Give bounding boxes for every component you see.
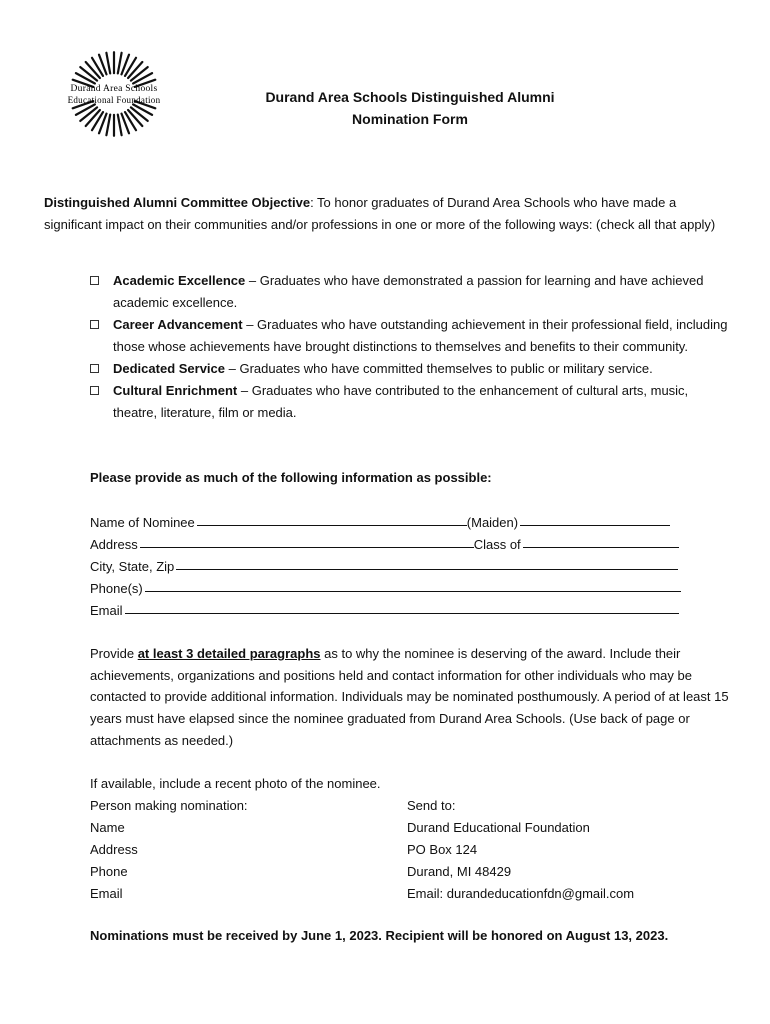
category-cultural-enrichment [90, 380, 730, 424]
checkbox-cultural-enrichment[interactable] [90, 386, 99, 395]
nominator-email-label: Email [90, 886, 123, 901]
send-to-heading: Send to: [407, 798, 456, 813]
city-state-zip-field[interactable] [176, 568, 678, 570]
category-title: Academic Excellence [113, 273, 246, 288]
logo-text-line2: Educational Foundation [67, 95, 161, 105]
phone-field[interactable] [145, 590, 681, 592]
send-to-org: Durand Educational Foundation [407, 820, 590, 835]
address-field[interactable] [140, 546, 474, 548]
nominee-name-field[interactable] [197, 524, 467, 526]
maiden-name-field[interactable] [520, 524, 670, 526]
category-desc: – Graduates who have contributed to the enhancement of cultural arts, music, theatre, literature, film or media. [113, 383, 689, 420]
nominator-phone-label: Phone [90, 864, 128, 879]
city-row [90, 554, 678, 574]
send-to-po-box: PO Box 124 [407, 842, 478, 857]
nominee-name-row [90, 510, 670, 530]
photo-note: If available, include a recent photo of the nominee. [90, 776, 381, 791]
category-academic-excellence [90, 270, 730, 314]
checkbox-career-advancement[interactable] [90, 320, 99, 329]
email-label: Email [90, 603, 123, 618]
maiden-label: (Maiden) [466, 515, 519, 530]
address-label: Address [90, 537, 138, 552]
objective-text: : To honor graduates of Durand Area Schools who have made a significant impact on their communities and/or professions in one or more of the following ways: (check all that apply) [44, 195, 716, 232]
category-desc: – Graduates who have outstanding achievement in their professional field, including those whose achievements have brought distinctions to themselves and benefits to their community. [113, 317, 728, 354]
category-desc: – Graduates who have committed themselves to public or military service. [225, 361, 653, 376]
foundation-logo [44, 44, 184, 144]
category-title: Career Advancement [113, 317, 243, 332]
provide-emphasis: at least 3 detailed paragraphs [137, 646, 321, 661]
award-categories [90, 270, 730, 424]
category-title: Dedicated Service [113, 361, 226, 376]
nominator-name-label: Name [90, 820, 125, 835]
committee-objective [44, 192, 716, 235]
provide-post: as to why the nominee is deserving of the award. Include their achievements, organizations and positions held and contact information for other individuals who may be contacted to provide additional information. Individuals may be nominated posthumously. A period of at least 15 years must have elapsed since the nominee graduated from Durand Area Schools. (Use back of page or attachments as needed.) [90, 646, 729, 748]
category-career-advancement [90, 314, 730, 358]
category-title: Cultural Enrichment [113, 383, 238, 398]
phone-label: Phone(s) [90, 581, 143, 596]
checkbox-dedicated-service[interactable] [90, 364, 99, 373]
class-of-label: Class of [473, 537, 521, 552]
nominator-address-label: Address [90, 842, 138, 857]
address-row [90, 532, 679, 552]
category-dedicated-service [90, 358, 730, 380]
send-to-city: Durand, MI 48429 [407, 864, 512, 879]
provide-pre: Provide [90, 646, 138, 661]
send-to-email: Email: durandeducationfdn@gmail.com [407, 886, 635, 901]
checkbox-academic-excellence[interactable] [90, 276, 99, 285]
instructions: Please provide as much of the following information as possible: [90, 470, 492, 485]
email-row [90, 598, 679, 618]
form-subtitle: Nomination Form [352, 111, 468, 127]
email-field[interactable] [125, 612, 679, 614]
sunburst-icon [44, 44, 184, 144]
category-desc: – Graduates who have demonstrated a passion for learning and have achieved academic excellence. [113, 273, 704, 310]
deadline-note: Nominations must be received by June 1, 2023. Recipient will be honored on August 13, 2023. [90, 928, 669, 943]
objective-label: Distinguished Alumni Committee Objective [44, 195, 311, 210]
nominee-name-label: Name of Nominee [90, 515, 195, 530]
logo-text-line1: Durand Area Schools [70, 84, 158, 94]
paragraph-instructions [90, 643, 730, 752]
nominator-heading: Person making nomination: [90, 798, 248, 813]
city-label: City, State, Zip [90, 559, 175, 574]
phone-row [90, 576, 681, 596]
form-title: Durand Area Schools Distinguished Alumni [265, 89, 555, 105]
class-of-field[interactable] [523, 546, 679, 548]
